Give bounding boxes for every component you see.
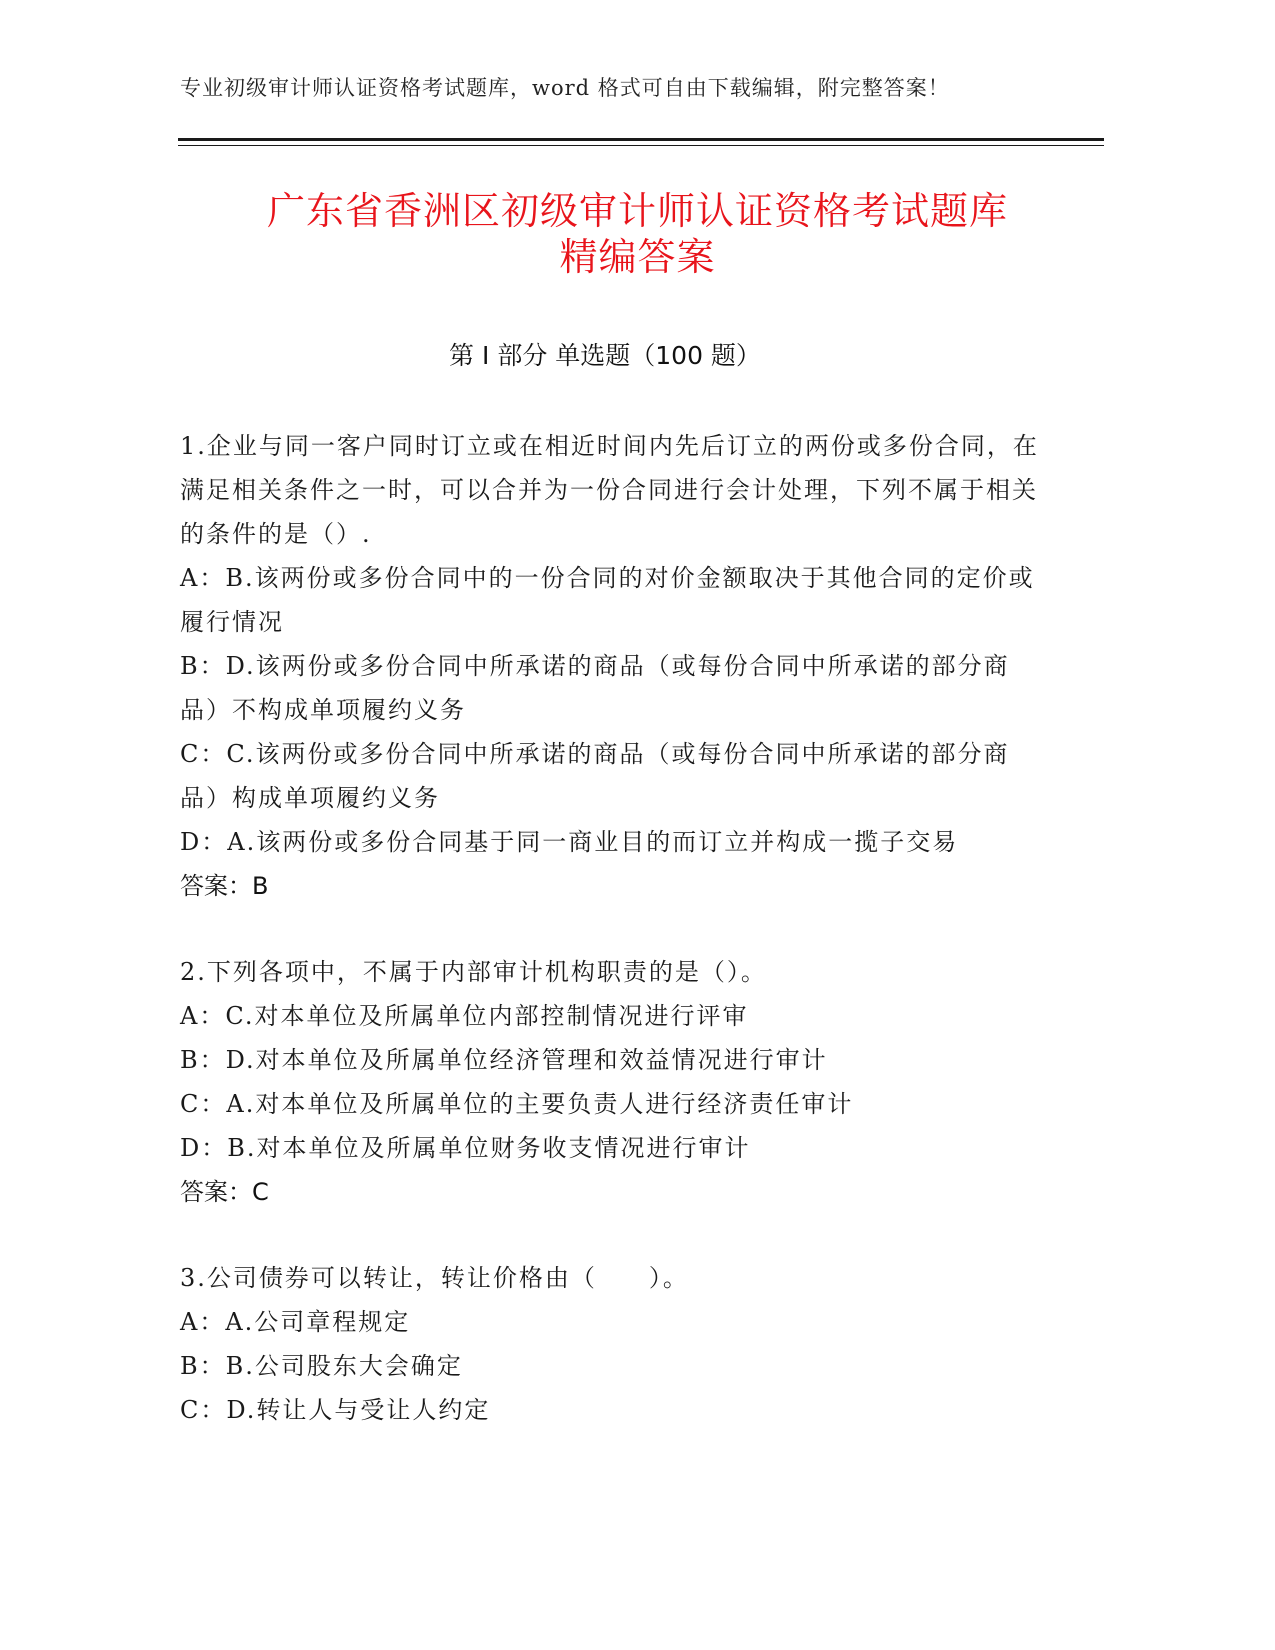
option-b: B：B.公司股东大会确定: [180, 1352, 463, 1380]
option-c: C：A.对本单位及所属单位的主要负责人进行经济责任审计: [180, 1090, 854, 1118]
option-c: C：D.转让人与受让人约定: [180, 1396, 491, 1424]
question-3: [180, 1256, 1040, 1432]
question-stem: 3.公司债券可以转让，转让价格由（ ）。: [180, 1264, 689, 1292]
option-b: B：D.对本单位及所属单位经济管理和效益情况进行审计: [180, 1046, 828, 1074]
question-2: [180, 950, 1040, 1214]
header-rule-thin: [178, 145, 1104, 146]
answer-line: 答案：C: [180, 1178, 269, 1206]
header-note: 专业初级审计师认证资格考试题库，word 格式可自由下载编辑，附完整答案！: [180, 76, 950, 100]
option-b: B：D.该两份或多份合同中所承诺的商品（或每份合同中所承诺的部分商品）不构成单项履约义务: [180, 652, 1010, 724]
question-1: [180, 424, 1040, 908]
option-d: D：A.该两份或多份合同基于同一商业目的而订立并构成一揽子交易: [180, 828, 959, 856]
option-a: A：A.公司章程规定: [180, 1308, 411, 1336]
option-d: D：B.对本单位及所属单位财务收支情况进行审计: [180, 1134, 751, 1162]
option-a: A：B.该两份或多份合同中的一份合同的对价金额取决于其他合同的定价或履行情况: [180, 564, 1035, 636]
answer-line: 答案：B: [180, 872, 269, 900]
document-title: [150, 188, 1125, 280]
question-stem: 2.下列各项中，不属于内部审计机构职责的是（）。: [180, 958, 767, 986]
option-c: C：C.该两份或多份合同中所承诺的商品（或每份合同中所承诺的部分商品）构成单项履约义务: [180, 740, 1010, 812]
question-stem: 1.企业与同一客户同时订立或在相近时间内先后订立的两份或多份合同，在满足相关条件之一时，可以合并为一份合同进行会计处理，下列不属于相关的条件的是（）.: [180, 432, 1039, 548]
option-a: A：C.对本单位及所属单位内部控制情况进行评审: [180, 1002, 749, 1030]
document-title-line-2: 精编答案: [559, 235, 716, 279]
document-title-line-1: 广东省香洲区初级审计师认证资格考试题库: [266, 189, 1008, 233]
section-title: 第 I 部分 单选题（100 题）: [449, 341, 761, 370]
header-rule-thick: [178, 138, 1104, 141]
question-list: [180, 424, 1040, 1474]
